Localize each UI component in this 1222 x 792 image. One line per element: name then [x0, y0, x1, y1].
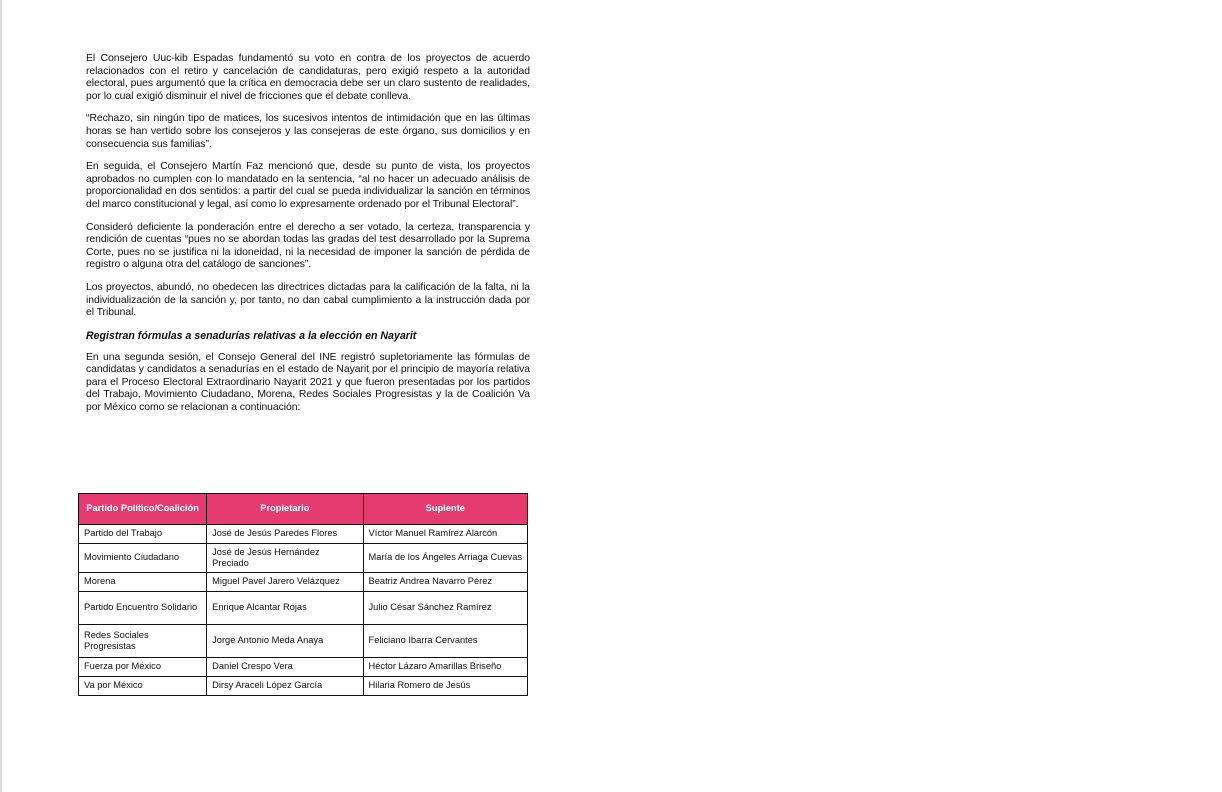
document-body: [86, 53, 530, 425]
owner-cell: Jorge Antonio Meda Anaya: [207, 625, 363, 658]
party-cell: Va por México: [79, 677, 207, 696]
table-row: [79, 625, 528, 658]
substitute-cell: María de los Ángeles Arriaga Cuevas: [363, 544, 527, 573]
table-row: [79, 677, 528, 696]
party-cell: Redes Sociales Progresistas: [79, 625, 207, 658]
substitute-cell: Víctor Manuel Ramírez Alarcón: [363, 525, 527, 544]
header-substitute: Suplente: [363, 494, 527, 525]
page-left-edge: [0, 0, 2, 792]
paragraph-3: En seguida, el Consejero Martín Faz mencionó que, desde su punto de vista, los proyectos aprobados no cumplen con lo mandatado en la sentencia, “al no hacer un adecuado análisis de proporcionalidad en dos sentidos: a partir del cual se pueda individualizar la sanción en términos del marco constitucional y legal, así como lo expresamente ordenado por el Tribunal Electoral”.: [86, 161, 530, 210]
substitute-cell: Julio César Sánchez Ramírez: [363, 592, 527, 625]
paragraph-2: “Rechazo, sin ningún tipo de matices, los sucesivos intentos de intimidación que en las últimas horas se han vertido sobre los consejeros y las consejeras de este órgano, sus domicilios y en consecuencia sus familias”.: [86, 113, 530, 150]
table-row: [79, 592, 528, 625]
owner-cell: Enrique Alcantar Rojas: [207, 592, 363, 625]
party-cell: Fuerza por México: [79, 658, 207, 677]
table-header-row: [79, 494, 528, 525]
substitute-cell: Hilaria Romero de Jesús: [363, 677, 527, 696]
party-cell: Morena: [79, 573, 207, 592]
owner-cell: José de Jesús Paredes Flores: [207, 525, 363, 544]
section-heading: Registran fórmulas a senadurías relativas a la elección en Nayarit: [86, 329, 417, 342]
owner-cell: Daniel Crespo Vera: [207, 658, 363, 677]
header-party: Partido Político/Coalición: [79, 494, 207, 525]
table-row: [79, 525, 528, 544]
table-row: [79, 658, 528, 677]
party-cell: Partido del Trabajo: [79, 525, 207, 544]
header-owner: Propietario: [207, 494, 363, 525]
paragraph-5: Los proyectos, abundó, no obedecen las directrices dictadas para la calificación de la falta, ni la individualización de la sanción y, por tanto, no dan cabal cumplimiento a la instrucción dada por el Tribunal.: [86, 281, 530, 319]
owner-cell: Dirsy Araceli López García: [207, 677, 363, 696]
owner-cell: Miguel Pavel Jarero Velázquez: [207, 573, 363, 592]
candidates-table: [78, 493, 528, 696]
table-row: [79, 544, 528, 573]
section-paragraph: En una segunda sesión, el Consejo General del INE registró supletoriamente las fórmulas de candidatas y candidatos a senadurías en el estado de Nayarit por el principio de mayoría relativa para el Proceso Electoral Extraordinario Nayarit 2021 y que fueron presentadas por los partidos del Trabajo, Movimiento Ciudadano, Morena, Redes Sociales Progresistas y la de Coalición Va por México como se relacionan a continuación:: [86, 351, 530, 414]
party-cell: Partido Encuentro Solidario: [79, 592, 207, 625]
owner-cell: José de Jesús Hernández Preciado: [207, 544, 363, 573]
paragraph-4: Consideró deficiente la ponderación entre el derecho a ser votado, la certeza, transparencia y rendición de cuentas “pues no se abordan todas las gradas del test desarrollado por la Suprema Corte, pues no se justifica ni la idoneidad, ni la necesidad de imponer la sanción de pérdida de registro o alguna otra del catálogo de sanciones”.: [86, 221, 530, 271]
substitute-cell: Beatriz Andrea Navarro Pérez: [363, 573, 527, 592]
substitute-cell: Feliciano Ibarra Cervantes: [363, 625, 527, 658]
substitute-cell: Héctor Lázaro Amarillas Briseño: [363, 658, 527, 677]
party-cell: Movimiento Ciudadano: [79, 544, 207, 573]
table-row: [79, 573, 528, 592]
paragraph-1: El Consejero Uuc-kib Espadas fundamentó su voto en contra de los proyectos de acuerdo relacionados con el retiro y cancelación de candidaturas, pero exigió respeto a la autoridad electoral, pues argumentó que la crítica en democracia debe ser un claro sustento de realidades, por lo cual exigió disminuir el nivel de fricciones que el debate conlleva.: [86, 53, 530, 102]
